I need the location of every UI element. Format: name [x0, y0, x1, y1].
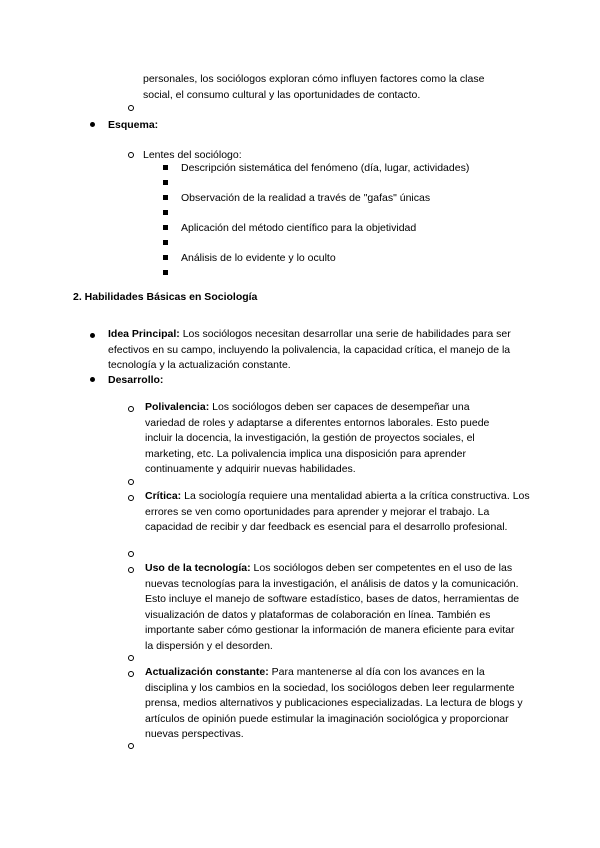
esquema-item: Análisis de lo evidente y lo oculto	[181, 252, 336, 264]
section-heading: 2. Habilidades Básicas en Sociología	[73, 291, 258, 303]
hollow-bullet	[128, 567, 134, 573]
hollow-bullet	[128, 671, 134, 677]
desarrollo-label: Desarrollo:	[108, 374, 164, 386]
desarrollo-item-text: La sociología requiere una mentalidad abierta a la crítica constructiva. Los errores se ven como oportunidades para aprender y mejorar el trabajo. La capacidad de recibir y dar feedback es esencial para el desarrollo profesional.	[145, 490, 530, 533]
desarrollo-item-paragraph	[145, 489, 533, 536]
square-bullet	[163, 195, 168, 200]
desarrollo-item-label: Crítica:	[145, 490, 182, 502]
empty-square-bullet	[163, 240, 168, 245]
esquema-item: Descripción sistemática del fenómeno (día, lugar, actividades)	[181, 162, 470, 174]
empty-hollow-bullet	[128, 479, 134, 485]
square-bullet	[163, 255, 168, 260]
filled-bullet	[90, 122, 95, 127]
desarrollo-item-text: Los sociólogos deben ser capaces de desempeñar una variedad de roles y adaptarse a diferentes entornos laborales. Esto puede incluir la docencia, la investigación, la gestión de proyectos sociales, el marketing, etc. La polivalencia implica una disposición para aprender continuamente y adquirir nuevas habilidades.	[145, 401, 490, 475]
empty-hollow-bullet	[128, 551, 134, 557]
desarrollo-item-label: Polivalencia:	[145, 401, 210, 413]
empty-hollow-bullet	[128, 105, 134, 111]
square-bullet	[163, 165, 168, 170]
filled-bullet	[90, 377, 95, 382]
esquema-label: Esquema:	[108, 119, 159, 131]
idea-principal-text: Los sociólogos necesitan desarrollar una serie de habilidades para ser efectivos en su campo, incluyendo la polivalencia, la capacidad crítica, el manejo de la tecnología y la actualización constante.	[108, 328, 511, 371]
hollow-bullet	[128, 495, 134, 501]
empty-square-bullet	[163, 270, 168, 275]
continuation-paragraph: personales, los sociólogos exploran cómo influyen factores como la clase social, el consumo cultural y las oportunidades de contacto.	[143, 73, 485, 101]
filled-bullet	[90, 333, 95, 338]
desarrollo-item-paragraph	[145, 665, 530, 743]
esquema-item: Aplicación del método científico para la objetividad	[181, 222, 417, 234]
esquema-sub-label: Lentes del sociólogo:	[143, 149, 242, 161]
desarrollo-item-paragraph	[145, 561, 523, 654]
hollow-bullet	[128, 152, 134, 158]
empty-hollow-bullet	[128, 743, 134, 749]
esquema-item: Observación de la realidad a través de "gafas" únicas	[181, 192, 431, 204]
desarrollo-item-text: Los sociólogos deben ser competentes en el uso de las nuevas tecnologías para la investigación, el análisis de datos y la comunicación. Esto incluye el manejo de software estadístico, bases de datos, herramientas de visualización de datos y plataformas de colaboración en línea. También es importante saber cómo gestionar la información de manera eficiente para evitar la dispersión y el desorden.	[145, 562, 520, 652]
empty-square-bullet	[163, 210, 168, 215]
square-bullet	[163, 225, 168, 230]
desarrollo-item-label: Actualización constante:	[145, 666, 269, 678]
desarrollo-item-label: Uso de la tecnología:	[145, 562, 251, 574]
hollow-bullet	[128, 406, 134, 412]
empty-hollow-bullet	[128, 655, 134, 661]
desarrollo-item-paragraph	[145, 400, 507, 478]
idea-principal-label: Idea Principal:	[108, 328, 180, 340]
idea-principal-paragraph	[108, 327, 516, 374]
desarrollo-item-text: Para mantenerse al día con los avances en la disciplina y los cambios en la sociedad, los sociólogos deben leer regularmente prensa, medios alternativos y publicaciones especializadas. La lectura de blogs y artículos de opinión puede estimular la imaginación sociológica y proporcionar nuevas perspectivas.	[145, 666, 523, 740]
empty-square-bullet	[163, 180, 168, 185]
